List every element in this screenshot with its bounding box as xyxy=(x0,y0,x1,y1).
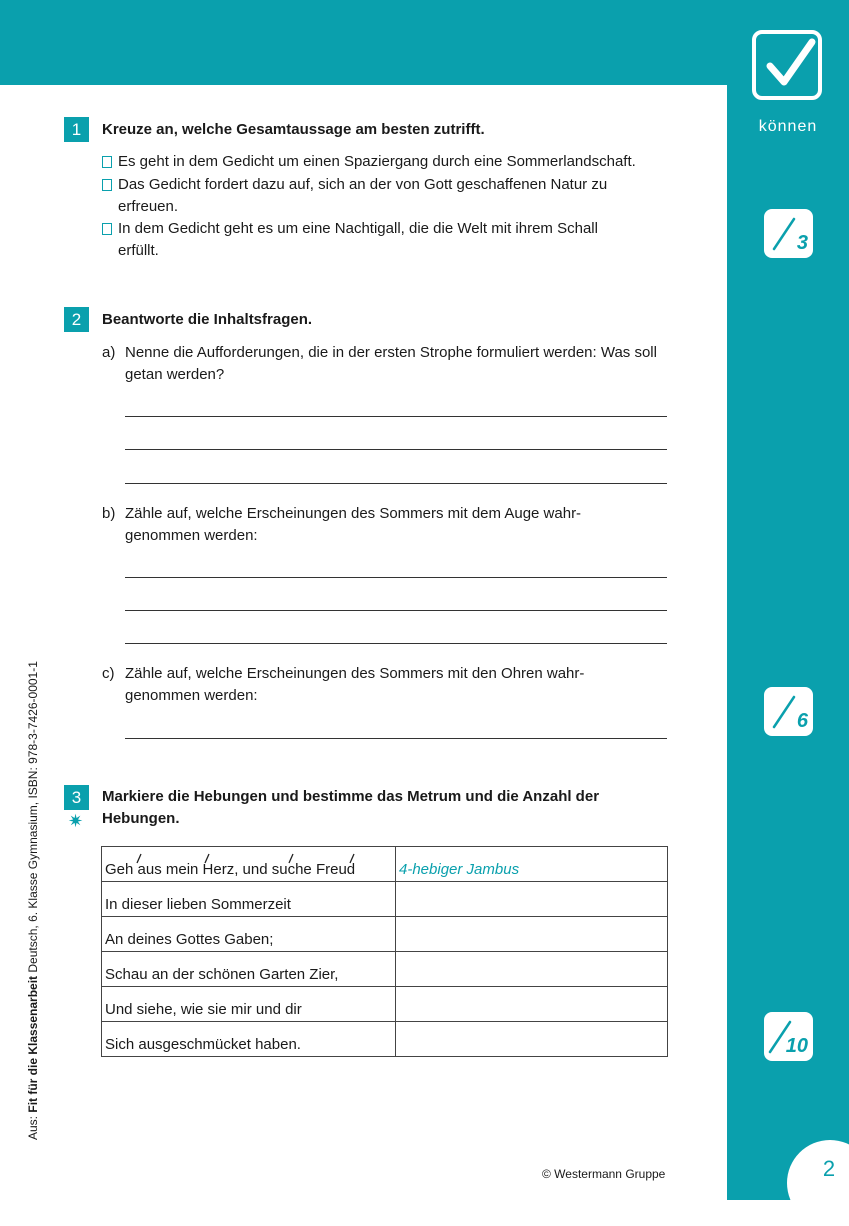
answer-cell[interactable] xyxy=(396,952,668,987)
verse-text: Geh aus mein Herz, und suche Freud xyxy=(105,861,356,878)
table-row xyxy=(102,917,668,952)
score-box-task3 xyxy=(764,1012,813,1061)
score-value: 3 xyxy=(796,232,808,254)
answer-cell[interactable] xyxy=(396,987,668,1022)
subtask-letter: a) xyxy=(102,344,116,361)
verse-cell: Und siehe, wie sie mir und dir xyxy=(102,987,396,1022)
header-bar xyxy=(0,0,849,85)
verse-cell: Schau an der schönen Garten Zier, xyxy=(102,952,396,987)
star-icon: ✷ xyxy=(68,811,84,831)
score-value: 6 xyxy=(796,710,808,732)
task-title-3: Markiere die Hebungen und bestimme das Metrum und die Anzahl der Hebungen. xyxy=(102,788,600,827)
verse-cell: In dieser lieben Sommerzeit xyxy=(102,882,396,917)
answer-line[interactable] xyxy=(125,449,667,450)
source-details: Deutsch, 6. Klasse Gymnasium, ISBN: 978-3-7426-0001-1 xyxy=(26,661,40,976)
checkmark-icon xyxy=(752,30,822,100)
source-note xyxy=(26,660,40,1140)
checkbox[interactable] xyxy=(102,156,112,168)
answer-line[interactable] xyxy=(125,577,667,578)
answer-line[interactable] xyxy=(125,643,667,644)
answer-cell[interactable] xyxy=(396,882,668,917)
source-prefix: Aus: xyxy=(26,1112,40,1140)
task-number-1: 1 xyxy=(64,117,89,142)
checkbox[interactable] xyxy=(102,179,112,191)
subtask-letter: b) xyxy=(102,505,116,522)
answer-cell[interactable]: 4-hebiger Jambus xyxy=(396,847,668,882)
table-row xyxy=(102,882,668,917)
answer-line[interactable] xyxy=(125,416,667,417)
score-box-task2 xyxy=(764,687,813,736)
answer-cell[interactable] xyxy=(396,1022,668,1057)
table-row xyxy=(102,987,668,1022)
verse-cell: Sich ausgeschmücket haben. xyxy=(102,1022,396,1057)
stress-marks xyxy=(101,852,395,866)
subtask-text: Zähle auf, welche Erscheinungen des Sommers mit den Ohren wahr-genommen werden: xyxy=(125,665,585,704)
task-title-2: Beantworte die Inhaltsfragen. xyxy=(102,311,313,328)
answer-line[interactable] xyxy=(125,610,667,611)
subtask-text: Zähle auf, welche Erscheinungen des Sommers mit dem Auge wahr-genommen werden: xyxy=(125,505,582,544)
source-title: Fit für die Klassenarbeit xyxy=(26,975,40,1113)
task-title-1: Kreuze an, welche Gesamtaussage am besten zutrifft. xyxy=(102,121,485,138)
subtask-text: Nenne die Aufforderungen, die in der ersten Strophe formuliert werden: Was soll getan werden? xyxy=(125,344,657,383)
answer-line[interactable] xyxy=(125,483,667,484)
score-box-task1 xyxy=(764,209,813,258)
option-text: Das Gedicht fordert dazu auf, sich an der von Gott geschaffenen Natur zu erfreuen. xyxy=(118,176,608,215)
checkbox[interactable] xyxy=(102,223,112,235)
verse-cell: An deines Gottes Gaben; xyxy=(102,917,396,952)
answer-cell[interactable] xyxy=(396,917,668,952)
copyright-footer: © Westermann Gruppe xyxy=(542,1167,666,1181)
option-text: In dem Gedicht geht es um eine Nachtigall, die die Welt mit ihrem Schall erfüllt. xyxy=(118,220,598,259)
score-value: 10 xyxy=(785,1035,808,1057)
option-text: Es geht in dem Gedicht um einen Spaziergang durch eine Sommerlandschaft. xyxy=(118,153,636,170)
subtask-letter: c) xyxy=(102,665,115,682)
table-row xyxy=(102,952,668,987)
answer-line[interactable] xyxy=(125,738,667,739)
table-row xyxy=(102,1022,668,1057)
page-number: 2 xyxy=(822,1156,836,1181)
task-number-3: 3 xyxy=(64,785,89,810)
header-label: können xyxy=(758,118,818,135)
task-number-2: 2 xyxy=(64,307,89,332)
metrum-table xyxy=(101,846,668,1057)
